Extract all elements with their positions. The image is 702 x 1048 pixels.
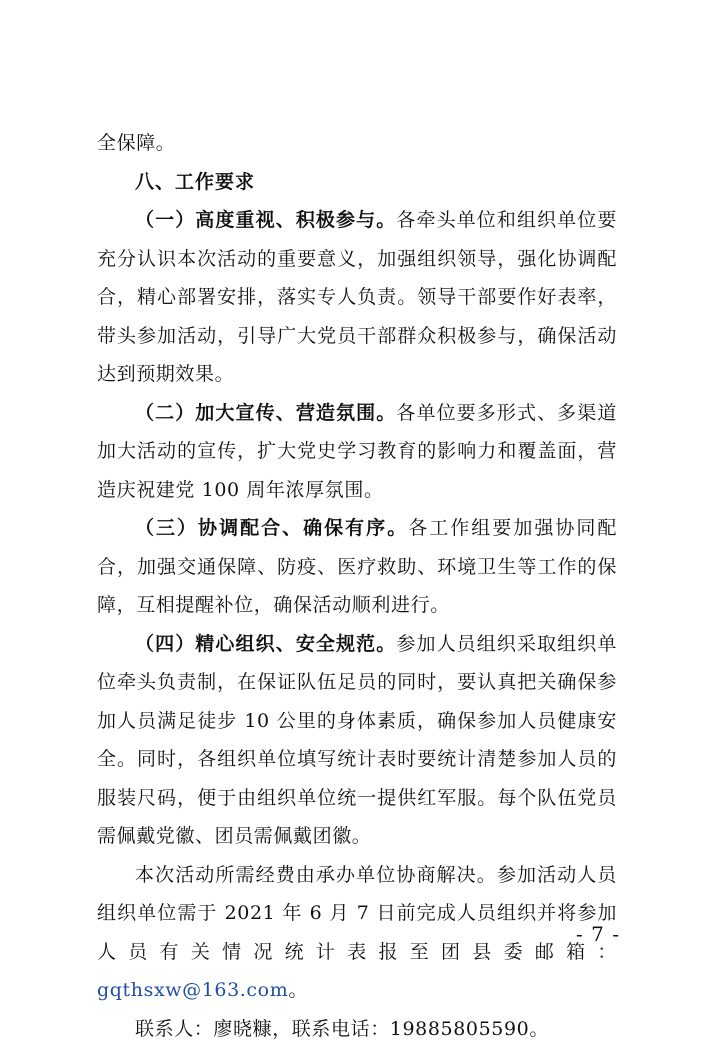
requirement-item-3: [97, 509, 617, 625]
page-number: - 7 -: [576, 922, 620, 946]
requirement-item-1-text: 各牵头单位和组织单位要充分认识本次活动的重要意义，加强组织领导，强化协调配合，精心部署安排，落实专人负责。领导干部要作好表率，带头参加活动，引导广大党员干部群众积极参与，确保活动达到预期效果。: [97, 209, 617, 385]
continuation-text: 全保障。: [97, 124, 617, 163]
requirement-item-2-label: （二）加大宣传、营造氛围。: [135, 402, 396, 424]
requirement-item-2-text: 各单位要多形式、多渠道加大活动的宣传，扩大党史学习教育的影响力和覆盖面，营造庆祝建党 100 周年浓厚氛围。: [97, 402, 617, 501]
document-body: [97, 124, 617, 1048]
funding-text: 本次活动所需经费由承办单位协商解决。参加活动人员组织单位需于 2021 年 6 月 7 日前完成人员组织并将参加人员有关情况统计表报至团县委邮箱：: [97, 864, 617, 963]
requirement-item-3-label: （三）协调配合、确保有序。: [135, 517, 408, 539]
requirement-item-3-text: 各工作组要加强协同配合，加强交通保障、防疫、医疗救助、环境卫生等工作的保障，互相提醒补位，确保活动顺利进行。: [97, 517, 617, 616]
requirement-item-4-text: 参加人员组织采取组织单位牵头负责制，在保证队伍足员的同时，要认真把关确保参加人员满足徒步 10 公里的身体素质，确保参加人员健康安全。同时，各组织单位填写统计表时要统计清楚参加人员的服装尺码，便于由组织单位统一提供红军服。每个队伍党员需佩戴党徽、团员需佩戴团徽。: [97, 633, 617, 848]
requirement-item-1-label: （一）高度重视、积极参与。: [135, 209, 396, 231]
section-heading: 八、工作要求: [97, 163, 617, 202]
email-suffix: 。: [288, 979, 308, 1001]
requirement-item-4: [97, 625, 617, 856]
funding-paragraph: [97, 856, 617, 1010]
contact-line: 联系人：廖晓糠，联系电话：19885805590。: [97, 1010, 617, 1048]
requirement-item-1: [97, 201, 617, 394]
requirement-item-4-label: （四）精心组织、安全规范。: [135, 633, 396, 655]
email-link[interactable]: gqthsxw@163.com: [97, 979, 288, 1001]
requirement-item-2: [97, 394, 617, 510]
